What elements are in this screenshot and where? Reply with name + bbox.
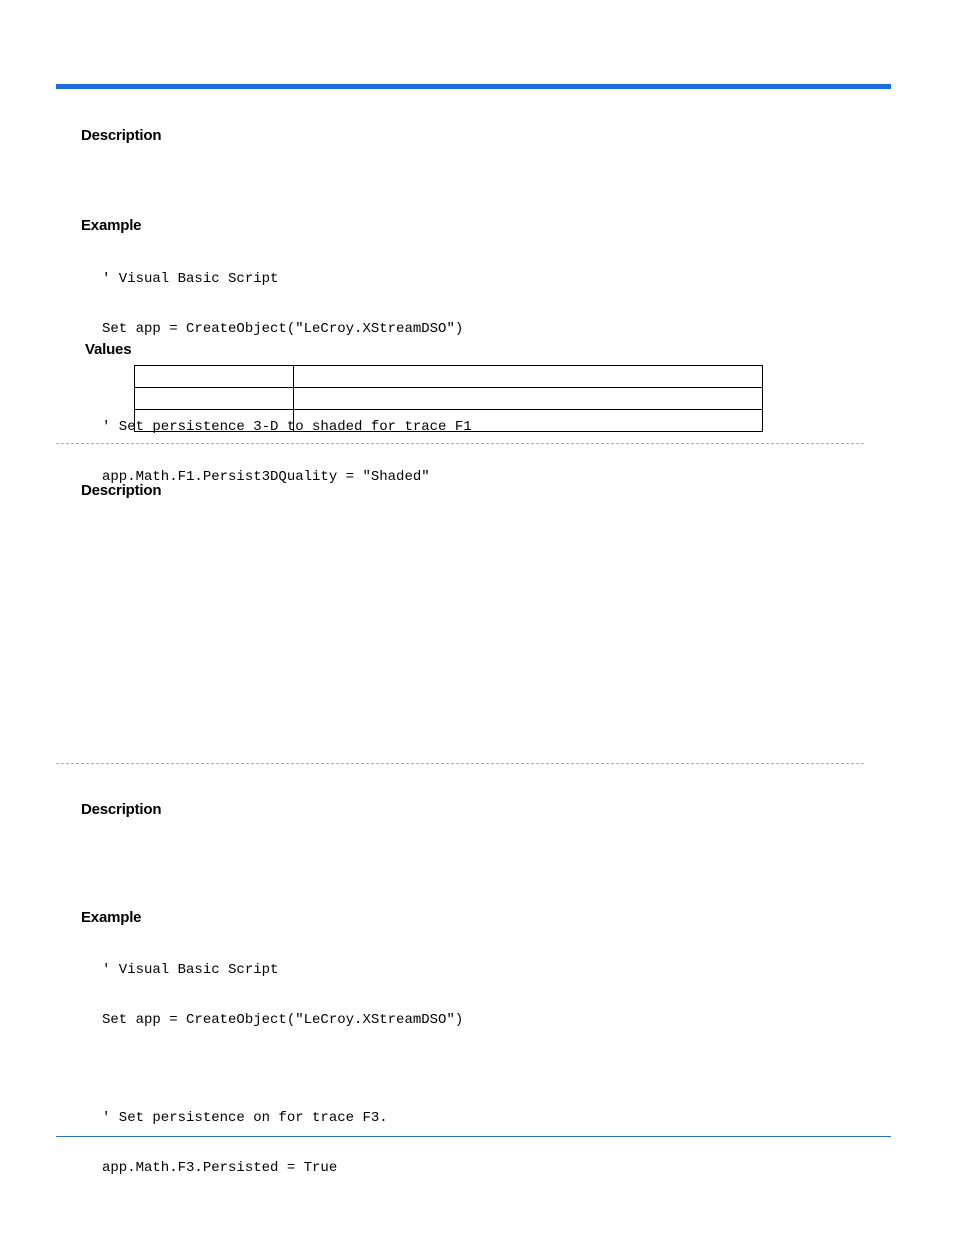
description-heading: Description [81, 801, 162, 818]
table-row [135, 410, 763, 432]
code-line: Set app = CreateObject("LeCroy.XStreamDSO") [102, 1011, 464, 1028]
values-table [134, 365, 763, 432]
values-heading: Values [85, 341, 132, 358]
footer-rule [56, 1136, 891, 1137]
table-cell [135, 410, 294, 432]
table-cell [135, 366, 294, 388]
table-cell [135, 388, 294, 410]
code-line: ' Visual Basic Script [102, 962, 279, 978]
header-rule [56, 84, 891, 89]
code-line: ' Set persistence 3-D to shaded for trace F1 [102, 419, 472, 435]
table-row [135, 366, 763, 388]
code-line: Set app = CreateObject("LeCroy.XStreamDSO") [102, 320, 464, 337]
code-line: app.Math.F3.Persisted = True [102, 1159, 338, 1176]
code-block [102, 929, 463, 1193]
description-heading: Description [81, 127, 162, 144]
code-line: app.Math.F1.Persist3DQuality = "Shaded" [102, 468, 430, 485]
section-divider [56, 763, 864, 764]
example-heading: Example [81, 909, 142, 926]
table-cell [294, 410, 763, 432]
example-heading: Example [81, 217, 142, 234]
code-line: ' Visual Basic Script [102, 271, 279, 287]
table-cell [294, 366, 763, 388]
table-row [135, 388, 763, 410]
code-line: ' Set persistence on for trace F3. [102, 1110, 388, 1126]
description-heading: Description [81, 482, 162, 499]
table-cell [294, 388, 763, 410]
section-divider [56, 443, 864, 444]
